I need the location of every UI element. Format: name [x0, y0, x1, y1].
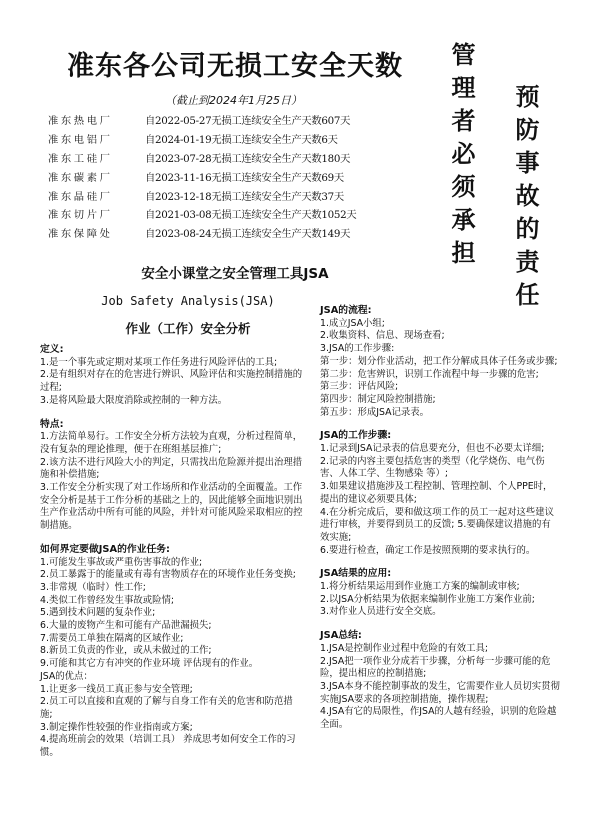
section-heading: JSA总结: [320, 630, 362, 642]
section-line: 3.工作安全分析实现了对工作场所和作业活动的全面覆盖。工作安全分析是基于工作分析的基础之上的，因此能够全面地识别出生产作业活动中所有可能的风险，并针对可能风险采取相应的控制措施。 [40, 482, 303, 532]
content-section [320, 630, 560, 732]
as-of-date: （截止到2024年1月25日） [165, 94, 302, 107]
content-section [320, 305, 560, 419]
right-column [320, 305, 560, 743]
section-line: 第一步：划分作业活动，把工作分解成具体子任务或步骤; [320, 355, 558, 367]
unit-row [48, 110, 418, 129]
unit-row [48, 167, 418, 186]
content-section [40, 344, 304, 408]
unit-name: 准东碳素厂 [48, 171, 113, 184]
section-line: 6.大量的废物产生和可能有产品泄漏损失; [40, 620, 212, 632]
section-line: 4.在分析完成后，要和做这项工作的员工一起对这些建议进行审核，并要得到员工的反馈; 5.要确保建议措施的有效实施; [320, 506, 554, 543]
left-column [40, 344, 304, 771]
content-section [40, 419, 304, 533]
section-subtitle: 安全小课堂之安全管理工具JSA [141, 266, 329, 282]
section-line: 2.员工暴露于的能量或有毒有害物质存在的环境作业任务变换; [40, 569, 296, 581]
unit-row [48, 148, 418, 167]
content-section [320, 430, 560, 557]
unit-name: 准东工硅厂 [48, 152, 113, 165]
section-line: 7.需要员工单独在隔离的区域作业; [40, 632, 184, 644]
section-heading: JSA的工作步骤: [320, 430, 392, 442]
section-line: 3.是将风险最大限度消除或控制的一种方法。 [40, 394, 228, 406]
section-line: 2.该方法不进行风险大小的判定，只需找出危险源并提出治理措施和补偿措施; [40, 456, 303, 481]
jsa-title-chinese: 作业（工作）安全分析 [125, 321, 251, 336]
section-heading: 特点: [40, 418, 64, 430]
unit-safety-record: 自2023-08-24无损工连续安全生产天数149天 [145, 228, 351, 241]
section-line: 3.制定操作性较强的作业指南或方案; [40, 721, 193, 733]
subsection-heading: JSA的优点： [40, 670, 93, 682]
section-line: 2.是有组织对存在的危害进行辨识、风险评估和实施控制措施的过程; [40, 369, 303, 394]
unit-name: 准东切片厂 [48, 209, 113, 222]
section-line: 5.遇到技术问题的复杂作业; [40, 607, 156, 619]
section-line: 1.可能发生事故或严重伤害事故的作业; [40, 556, 203, 568]
section-line: 2.以JSA分析结果为依据来编制作业施工方案作业前; [320, 593, 535, 605]
unit-safety-record: 自2022-05-27无损工连续安全生产天数607天 [145, 114, 351, 127]
section-line: 8.新员工负责的作业，或从未做过的工作; [40, 645, 212, 657]
section-line: 1.方法简单易行。工作安全分析方法较为直观，分析过程简单，没有复杂的理论推理，便于在班组基层推广; [40, 431, 303, 455]
section-line: 3.JSA的工作步骤: [320, 343, 395, 355]
section-line: 4.JSA有它的局限性，作JSA的人越有经验，识别的危险越全面。 [320, 706, 557, 731]
unit-name: 准东热电厂 [48, 114, 113, 127]
section-heading: JSA的流程: [320, 305, 372, 316]
unit-safety-record: 自2023-12-18无损工连续安全生产天数37天 [145, 190, 344, 203]
section-line: 2.记录的内容主要包括危害的类型（化学烧伤、电气伤害、人体工学、生物感染 等）; [320, 455, 545, 480]
unit-row [48, 204, 418, 223]
slogan-right: 预防事故的责任 [511, 84, 539, 315]
unit-safety-record: 自2021-03-08无损工连续安全生产天数1052天 [145, 209, 357, 222]
unit-name: 准东保障处 [48, 228, 113, 241]
section-line: 4.类似工作曾经发生事故或险情; [40, 594, 174, 606]
section-line: 3.如果建议措施涉及工程控制、管理控制、个人PPE时，提出的建议必须要具体; [320, 481, 553, 505]
section-line: 1.将分析结果运用到作业施工方案的编制或审核; [320, 581, 520, 593]
section-heading: JSA结果的应用: [320, 568, 392, 580]
section-line: 4.提高班前会的效果（培训工具） 养成思考如何安全工作的习惯。 [40, 734, 296, 759]
section-line: 9.可能和其它方有冲突的作业环境 评估现有的作业。 [40, 658, 259, 670]
section-line: 2.员工可以直接和直观的了解与自身工作有关的危害和防范措施; [40, 696, 293, 720]
section-line: 第五步：形成JSA记录表。 [320, 406, 430, 418]
unit-safety-record: 自2024-01-19无损工连续安全生产天数6天 [145, 133, 338, 146]
unit-row [48, 186, 418, 205]
slogan-left: 管理者必须承担 [447, 42, 475, 273]
section-line: 2.JSA把一项作业分成若干步骤，分析每一步骤可能的危险，提出相应的控制措施; [320, 655, 551, 680]
unit-row [48, 223, 418, 242]
content-section [40, 544, 304, 760]
section-line: 1.成立JSA小组; [320, 317, 385, 329]
unit-row [48, 129, 418, 148]
section-heading: 定义: [40, 344, 64, 355]
unit-name: 准东电铝厂 [48, 133, 113, 146]
section-heading: 如何界定要做JSA的作业任务: [40, 543, 170, 555]
section-line: 第三步：评估风险; [320, 381, 399, 393]
section-line: 1.让更多一线员工真正参与安全管理; [40, 683, 193, 695]
section-line: 2.收集资料、信息、现场查看; [320, 330, 445, 342]
content-section [320, 568, 560, 619]
section-line: 第二步：危害辨识，识别工作流程中每一步骤的危害; [320, 368, 539, 380]
jsa-title-english: Job Safety Analysis(JSA) [101, 294, 275, 308]
unit-safety-record: 自2023-11-16无损工连续安全生产天数69天 [145, 171, 344, 184]
section-line: 3.对作业人员进行安全交底。 [320, 606, 442, 618]
unit-name: 准东晶硅厂 [48, 190, 113, 203]
section-line: 3.非常规（临时）性工作; [40, 581, 146, 593]
page-title: 准东各公司无损工安全天数 [67, 51, 403, 82]
section-line: 3.JSA本身不能控制事故的发生，它需要作业人员切实贯彻实施JSA要求的各项控制措施，操作规程; [320, 680, 560, 705]
unit-safety-record: 自2023-07-28无损工连续安全生产天数180天 [145, 152, 351, 165]
section-line: 1.JSA是控制作业过程中危险的有效工具; [320, 642, 489, 654]
section-line: 6.要进行检查，确定工作是按照预期的要求执行的。 [320, 544, 536, 556]
section-line: 1.是一个事先或定期对某项工作任务进行风险评估的工具; [40, 356, 278, 368]
section-line: 第四步：制定风险控制措施; [320, 393, 436, 405]
safety-days-list [48, 110, 418, 242]
section-line: 1.记录到JSA记录表的信息要充分，但也不必要太详细; [320, 443, 545, 455]
